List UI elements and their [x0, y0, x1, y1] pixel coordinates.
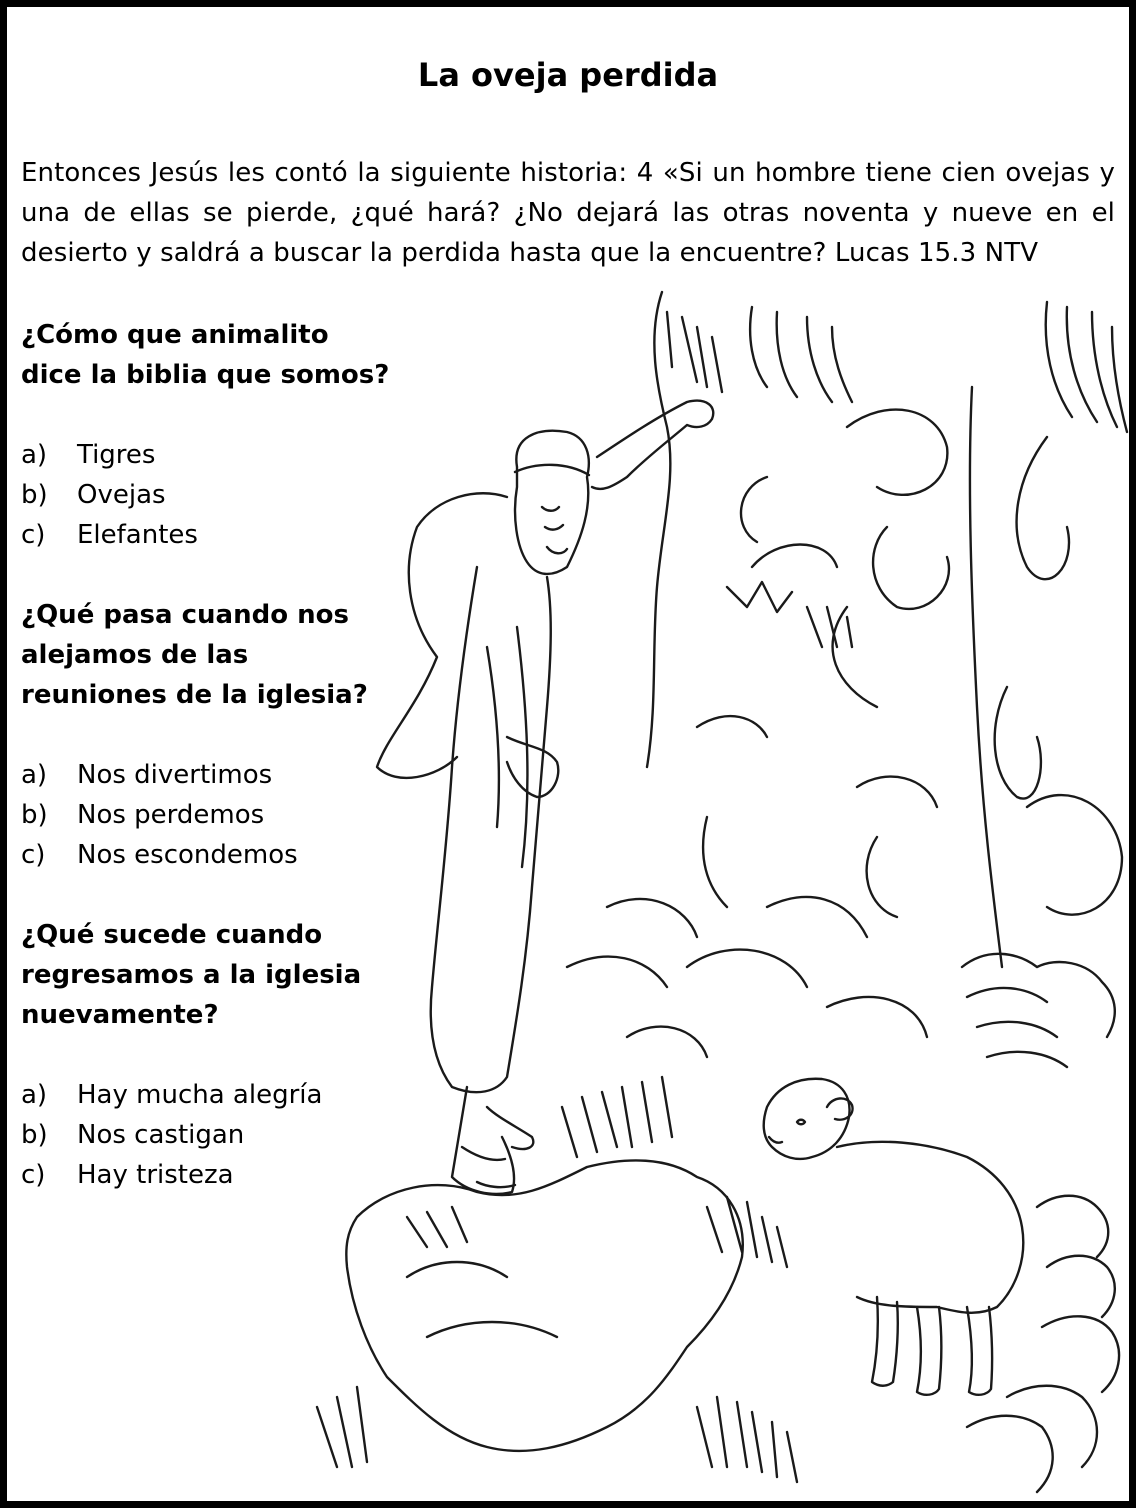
question-1: ¿Cómo que animalito dice la biblia que somos?	[21, 320, 390, 390]
rock-curve	[995, 687, 1041, 799]
bible-verse: Entonces Jesús les contó la siguiente historia: 4 «Si un hombre tiene cien ovejas y una de ellas se pierde, ¿qué hará? ¿No dejará las otras noventa y nueve en el desierto y saldrá a buscar la perdida hasta que la encuentre? Lucas 15.3 NTV	[21, 158, 1115, 268]
question-2: ¿Qué pasa cuando nos alejamos de las reuniones de la iglesia?	[21, 600, 368, 710]
options-list	[21, 435, 401, 555]
shepherd-sandal	[462, 1147, 515, 1187]
option-item[interactable]	[21, 475, 401, 515]
shepherd-robe-fold	[487, 627, 527, 867]
rock-curve	[752, 545, 837, 568]
option-item[interactable]	[21, 1155, 401, 1195]
option-text: Hay tristeza	[77, 1160, 234, 1190]
rock-curve	[857, 777, 937, 807]
page-title: La oveja perdida	[417, 56, 719, 94]
option-text: Elefantes	[77, 520, 198, 550]
shepherd-leg	[452, 1087, 514, 1194]
option-letter: c)	[21, 520, 46, 550]
rock-curve	[873, 527, 949, 609]
option-item[interactable]	[21, 835, 401, 875]
rock-curve	[827, 997, 927, 1037]
option-letter: b)	[21, 480, 48, 510]
sheep-leg	[872, 1297, 898, 1386]
rock-curve	[697, 716, 767, 737]
grass-tuft	[562, 1077, 672, 1157]
sheep-mouth	[769, 1137, 782, 1143]
option-text: Tigres	[77, 440, 156, 470]
rock-curve	[867, 837, 897, 917]
rock-curve	[627, 1027, 707, 1057]
rock-curve	[847, 410, 947, 495]
shepherd-raised-arm	[592, 401, 713, 489]
option-item[interactable]	[21, 515, 401, 555]
grass-tuft	[750, 307, 852, 402]
option-item[interactable]	[21, 755, 401, 795]
bush-cluster	[962, 954, 1115, 1067]
options-list	[21, 1075, 401, 1195]
grass-tuft	[707, 1197, 787, 1267]
cliff-outline	[970, 387, 1002, 967]
rock-curve	[741, 477, 767, 542]
shepherd-body	[431, 567, 551, 1092]
shepherd-headband	[515, 465, 589, 475]
rock-curve	[703, 817, 727, 907]
shepherd-hand	[507, 737, 558, 797]
sheep-leg	[917, 1307, 941, 1395]
option-letter: b)	[21, 800, 48, 830]
sheep-body	[837, 1142, 1023, 1313]
option-text: Nos divertimos	[77, 760, 273, 790]
rock-crease	[407, 1262, 557, 1337]
option-item[interactable]	[21, 1075, 401, 1115]
grass-tuft	[1046, 302, 1127, 432]
shepherd-foot	[487, 1107, 533, 1149]
option-text: Hay mucha alegría	[77, 1080, 323, 1110]
option-item[interactable]	[21, 1115, 401, 1155]
option-letter: c)	[21, 840, 46, 870]
foreground-rock	[346, 1160, 742, 1450]
shepherd-face	[542, 507, 567, 553]
option-text: Nos escondemos	[77, 840, 298, 870]
cliff-outline	[647, 292, 670, 767]
bush-cluster	[967, 1196, 1119, 1492]
option-letter: c)	[21, 1160, 46, 1190]
sheep-eye	[797, 1120, 805, 1125]
option-letter: b)	[21, 1120, 48, 1150]
options-list	[21, 755, 401, 875]
rock-curve	[1017, 437, 1069, 579]
rock-curve	[687, 950, 807, 987]
rock-curve	[833, 607, 877, 707]
option-text: Nos castigan	[77, 1120, 245, 1150]
grass-tuft	[697, 1397, 797, 1482]
grass-tuft	[317, 1387, 367, 1467]
option-item[interactable]	[21, 435, 401, 475]
option-letter: a)	[21, 1080, 48, 1110]
quiz-section	[21, 315, 401, 1235]
option-text: Nos perdemos	[77, 800, 265, 830]
option-item[interactable]	[21, 795, 401, 835]
option-letter: a)	[21, 440, 48, 470]
question-3: ¿Qué sucede cuando regresamos a la iglesia nuevamente?	[21, 920, 362, 1030]
shepherd-sheep-illustration	[295, 279, 1129, 1508]
rock-curve	[1027, 795, 1122, 915]
rock-curve	[567, 957, 667, 987]
option-letter: a)	[21, 760, 48, 790]
option-text: Ovejas	[77, 480, 166, 510]
rock-curve	[607, 899, 697, 937]
rock-curve	[767, 897, 867, 937]
grass-tuft	[407, 1207, 467, 1247]
sheep-leg	[967, 1307, 992, 1395]
grass-tuft	[667, 312, 722, 392]
